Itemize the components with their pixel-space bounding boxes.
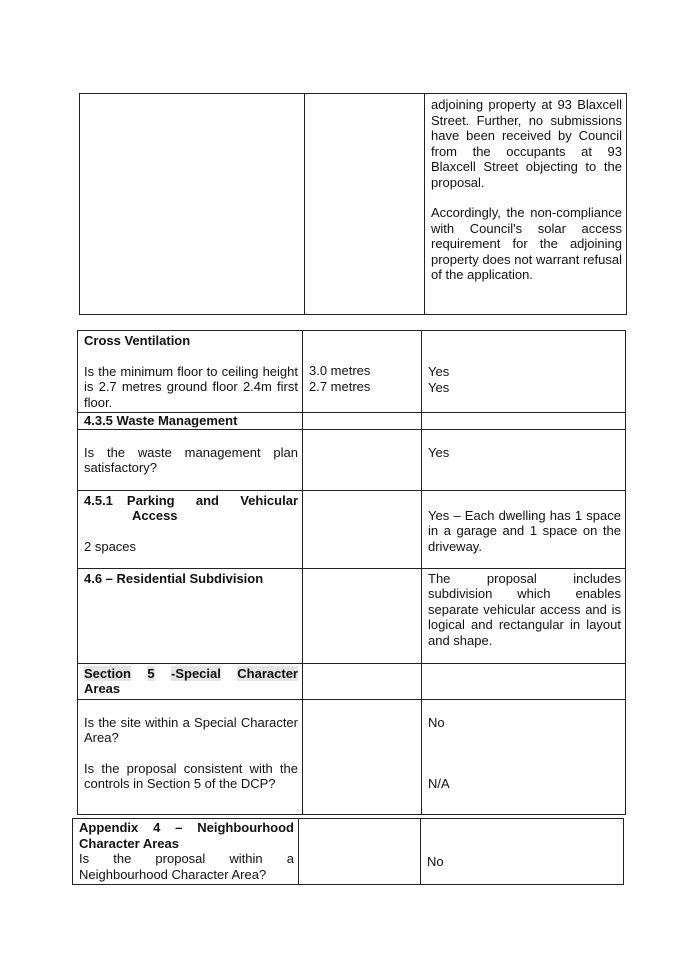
section-heading: Cross Ventilation [84,333,191,348]
answer-text: Yes [428,364,450,379]
answer-text: No [427,854,444,869]
table-cell-control [78,429,303,490]
table-cell-control [78,663,303,699]
heading-text: Parking and Vehicular [126,492,298,508]
control-question: Is the proposal consistent with the controls in Section 5 of the DCP? [84,760,298,791]
section-heading: 4.3.5 Waste Management [84,413,238,428]
table-cell-control [78,490,303,568]
table-cell-empty [303,429,422,490]
value-text: 3.0 metres [309,363,371,378]
comment-paragraph: Accordingly, the non-compliance with Council's solar access requirement for the adjoining property does not warrant refusal of the application. [431,205,622,282]
table-cell-answer [421,819,624,885]
section-heading: 4.6 – Residential Subdivision [84,570,264,586]
answer-text: Yes [428,379,450,395]
answer-text: No [428,714,445,730]
heading-number: 4.5.1 [84,492,113,508]
section-heading [84,666,298,682]
table-row [78,429,626,490]
table-row [78,331,626,413]
table-row [78,699,626,814]
table-cell-empty [422,663,626,699]
table-row [78,490,626,568]
value-text: 2.7 metres [309,378,371,394]
table-cell-value [303,331,422,413]
comment-paragraph: adjoining property at 93 Blaxcell Street. Further, no submissions have been received by Council from the occupants at 93 Blaxcell Street objecting to the proposal. [431,97,622,190]
control-question: Is the proposal within a Neighbourhood Character Area? [79,851,294,882]
table-row [78,413,626,430]
table-row [78,663,626,699]
table-cell-empty [305,94,425,315]
answer-text: Yes – Each dwelling has 1 space in a garage and 1 space on the driveway. [428,507,621,554]
table-cell-empty [303,663,422,699]
table-row [80,94,627,315]
section-heading [84,493,298,509]
continuation-table [79,93,627,315]
table-row [73,819,624,885]
appendix-table [72,818,624,885]
table-cell-empty [303,568,422,663]
section-heading-line2: Access [132,508,178,523]
table-cell-control [78,413,303,430]
table-cell-empty [422,413,626,430]
heading-word: -Special [171,665,221,681]
control-detail: 2 spaces [84,538,137,554]
table-cell-empty [303,490,422,568]
heading-word: 5 [147,665,155,681]
table-cell-answer [422,490,626,568]
heading-word: Character [237,665,298,681]
table-cell-comment [425,94,627,315]
control-question: Is the minimum floor to ceiling height is 2.7 metres ground floor 2.4m first floor. [84,363,298,410]
compliance-table [77,330,626,815]
table-cell-control [73,819,299,885]
control-question: Is the site within a Special Character Area? [84,714,298,745]
table-cell-control [78,568,303,663]
table-cell-answer [422,429,626,490]
section-heading-line2: Areas [84,681,121,696]
table-cell-control [78,331,303,413]
table-cell-answer [422,331,626,413]
answer-text: Yes [428,444,450,460]
answer-text: The proposal includes subdivision which enables separate vehicular access and is logical and rectangular in layout and shape. [428,570,621,648]
table-cell-empty [299,819,421,885]
table-cell-empty [303,413,422,430]
table-cell-answer [422,568,626,663]
table-cell-answer [422,699,626,814]
heading-word: Section [84,665,131,681]
control-question: Is the waste management plan satisfactory? [84,444,298,475]
table-cell-empty [80,94,305,315]
answer-text: N/A [428,776,450,791]
section-heading: Appendix 4 – Neighbourhood Character Areas [79,820,294,851]
table-cell-empty [303,699,422,814]
table-row [78,568,626,663]
table-cell-control [78,699,303,814]
